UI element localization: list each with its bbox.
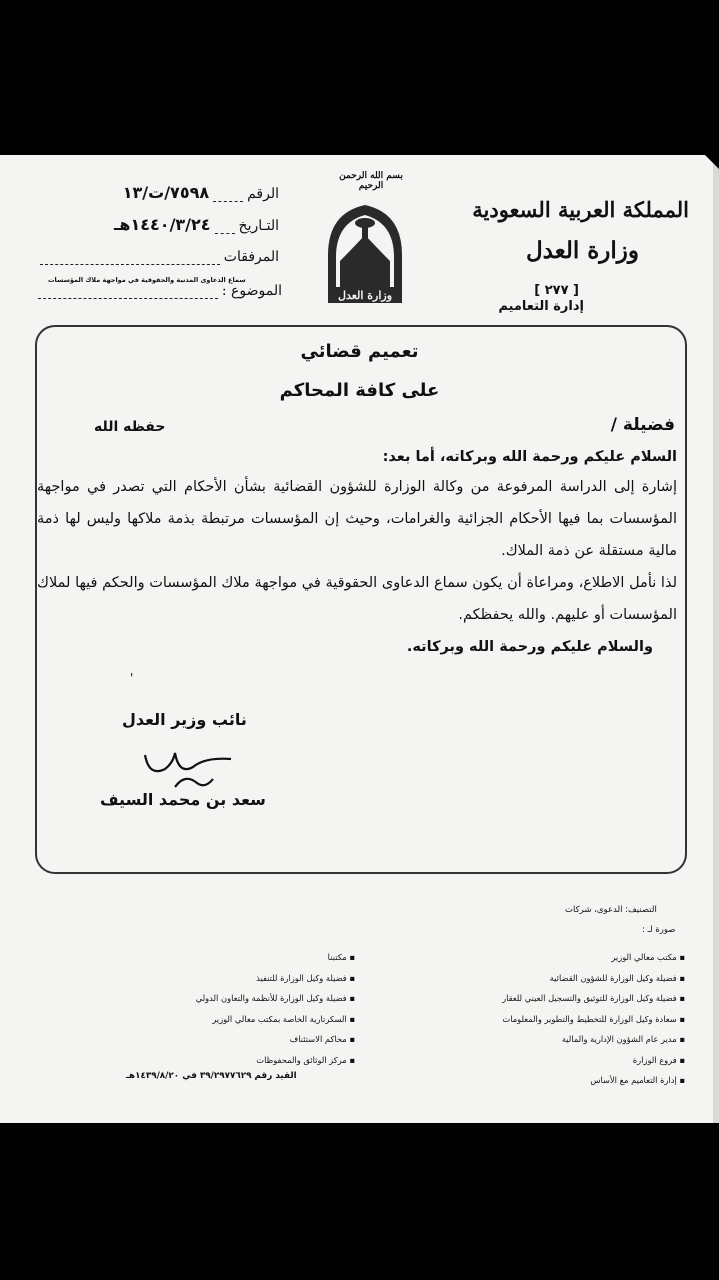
paragraph-2: لذا نأمل الاطلاع، ومراعاة أن يكون سماع الدعاوى الحقوقية في مواجهة ملاك المؤسسات والحكم فيها لملاك المؤسسات أو عليهم. والله يحفظكم. bbox=[37, 575, 677, 623]
department-name: إدارة التعاميم bbox=[498, 299, 584, 314]
number-label: الرقم bbox=[247, 186, 279, 202]
stray-mark: ' bbox=[130, 671, 134, 685]
honorific: فضيلة / bbox=[610, 415, 675, 435]
list-item: ▪ مدير عام الشؤون الإدارية والمالية bbox=[561, 1034, 685, 1044]
list-item: ▪ إدارة التعاميم مع الأساس bbox=[590, 1075, 685, 1085]
distribution-list-right bbox=[462, 947, 685, 1091]
list-item: ▪ مكتبنا bbox=[327, 952, 355, 962]
list-item: ▪ سعادة وكيل الوزارة للتخطيط والتطوير والمعلومات bbox=[502, 1013, 685, 1024]
signature bbox=[135, 747, 245, 792]
number-value: ٧٥٩٨/ت/١٣ bbox=[122, 183, 210, 202]
list-item: ▪ مكتب معالي الوزير bbox=[611, 952, 685, 962]
page-corner bbox=[705, 155, 719, 169]
attachments-label: المرفقات bbox=[223, 249, 279, 265]
list-item: ▪ فضيلة وكيل الوزارة للأنظمة والتعاون الدولي bbox=[195, 993, 355, 1003]
number-field bbox=[123, 183, 279, 202]
subject-label: الموضوع : bbox=[221, 283, 282, 299]
date-field bbox=[114, 215, 279, 234]
list-item: ▪ محاكم الاستئناف bbox=[289, 1034, 355, 1044]
page-edge-shadow bbox=[713, 155, 719, 1123]
reference-number: القيد رقم ٣٩/٢٩٧٧٦٢٩ في ١٤٣٩/٨/٢٠هـ bbox=[126, 1071, 297, 1081]
copy-to-label: صورة لـ : bbox=[642, 925, 676, 935]
circular-number: [ ٢٧٧ ] bbox=[534, 283, 579, 298]
kingdom-title: المملكة العربية السعودية bbox=[472, 197, 689, 222]
greeting: السلام عليكم ورحمة الله وبركاته، أما بعد: bbox=[382, 449, 677, 465]
circular-title: تعميم قضائي bbox=[300, 341, 419, 362]
list-item: ▪ فروع الوزارة bbox=[632, 1054, 685, 1065]
list-item: ▪ مركز الوثائق والمحفوظات bbox=[256, 1054, 355, 1065]
classification: التصنيف: الدعوى، شركات bbox=[565, 905, 657, 915]
document-page bbox=[0, 155, 719, 1123]
paragraph-1: إشارة إلى الدراسة المرفوعة من وكالة الوزارة للشؤون القضائية بشأن الأحكام التي تصدر في مواجهة المؤسسات بما فيها الأحكام الجزائية والغرامات، وحيث إن المؤسسات مرتبطة بذمة ملاكها وليس لها ذمة مالية مستقلة عن ذمة الملاك. bbox=[37, 479, 677, 559]
list-item: ▪ فضيلة وكيل الوزارة للتنفيذ bbox=[256, 972, 355, 983]
date-value: ١٤٤٠/٣/٢٤هـ bbox=[113, 215, 211, 234]
closing: والسلام عليكم ورحمة الله وبركاته. bbox=[406, 639, 653, 655]
circular-subtitle: على كافة المحاكم bbox=[279, 380, 440, 401]
deputy-title: نائب وزير العدل bbox=[122, 710, 247, 729]
blessing: حفظه الله bbox=[94, 419, 166, 435]
signer-name: سعد بن محمد السيف bbox=[100, 790, 266, 809]
bismillah-calligraphy: بسم الله الرحمن الرحيم bbox=[339, 171, 403, 191]
date-label: التـاريخ bbox=[238, 218, 279, 234]
list-item: ▪ فضيلة وكيل الوزارة للتوثيق والتسجيل العيني للعقار bbox=[502, 993, 685, 1003]
logo-label: وزارة العدل bbox=[337, 289, 393, 302]
list-item: ▪ السكرتارية الخاصة بمكتب معالي الوزير bbox=[212, 1013, 355, 1024]
list-item: ▪ فضيلة وكيل الوزارة للشؤون القضائية bbox=[549, 972, 685, 983]
distribution-list-left bbox=[130, 947, 355, 1070]
ministry-title: وزارة العدل bbox=[525, 237, 639, 264]
subject-value: سماع الدعاوى المدنية والحقوقية في مواجهة ملاك المؤسسات bbox=[48, 276, 246, 284]
subject-field bbox=[38, 283, 282, 299]
attachments-field bbox=[40, 249, 279, 265]
